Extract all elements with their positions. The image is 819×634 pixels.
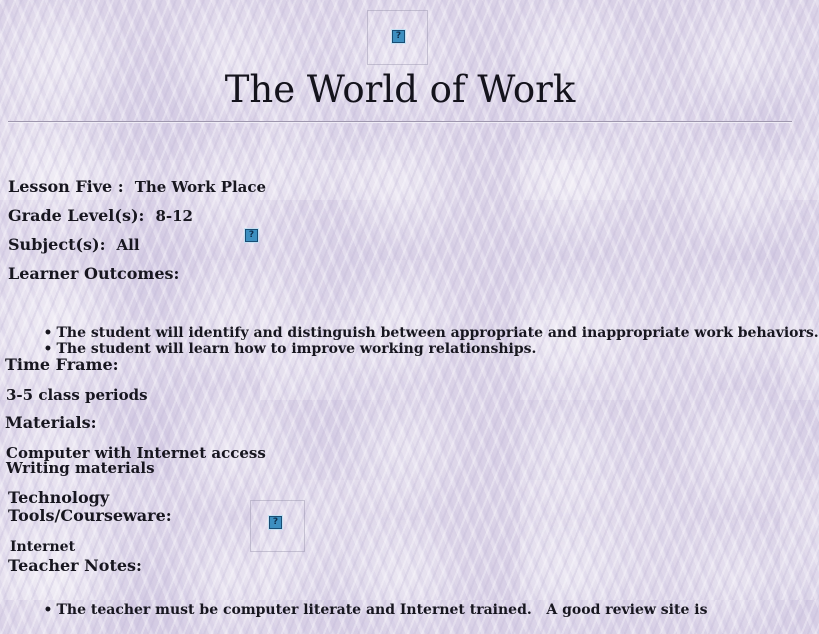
technology-value: Internet xyxy=(10,539,76,555)
subject-label: Subject(s): xyxy=(8,235,106,254)
grade-value: 8-12 xyxy=(155,207,193,225)
bullet-icon: • xyxy=(43,325,53,341)
broken-image-icon: ? xyxy=(245,229,258,242)
technology-tools-heading: Technology Tools/Courseware: xyxy=(8,488,172,525)
broken-image-icon: ? xyxy=(392,30,405,43)
grade-line xyxy=(8,206,193,225)
teacher-note-bullet-text: The teacher must be computer literate and Internet trained. A good review site is xyxy=(56,602,708,618)
lesson-value: The Work Place xyxy=(134,178,267,196)
time-frame-value: 3-5 class periods xyxy=(6,386,148,404)
bullet-icon: • xyxy=(43,341,53,357)
materials-heading: Materials: xyxy=(5,413,97,432)
lesson-label: Lesson Five : xyxy=(8,177,124,196)
time-frame-heading: Time Frame: xyxy=(5,355,119,374)
subject-value: All xyxy=(116,236,140,254)
broken-image-placeholder-top xyxy=(367,10,428,65)
materials-line: Writing materials xyxy=(6,459,155,477)
subject-line xyxy=(8,235,140,254)
broken-image-placeholder-technology xyxy=(250,500,305,552)
outcome-bullet-text: The student will learn how to improve working relationships. xyxy=(56,341,537,357)
bullet-icon: • xyxy=(43,602,53,618)
materials-line: Computer with Internet access xyxy=(6,444,266,462)
horizontal-rule xyxy=(8,121,792,123)
learner-outcomes-heading: Learner Outcomes: xyxy=(8,264,180,283)
lesson-line xyxy=(8,177,266,196)
broken-image-icon: ? xyxy=(269,516,282,529)
list-item xyxy=(24,586,707,634)
outcome-bullet-text: The student will identify and distinguish between appropriate and inappropriate work behaviors. xyxy=(56,325,819,341)
page-title: The World of Work xyxy=(224,68,576,111)
teacher-notes-heading: Teacher Notes: xyxy=(8,556,142,575)
grade-label: Grade Level(s): xyxy=(8,206,145,225)
